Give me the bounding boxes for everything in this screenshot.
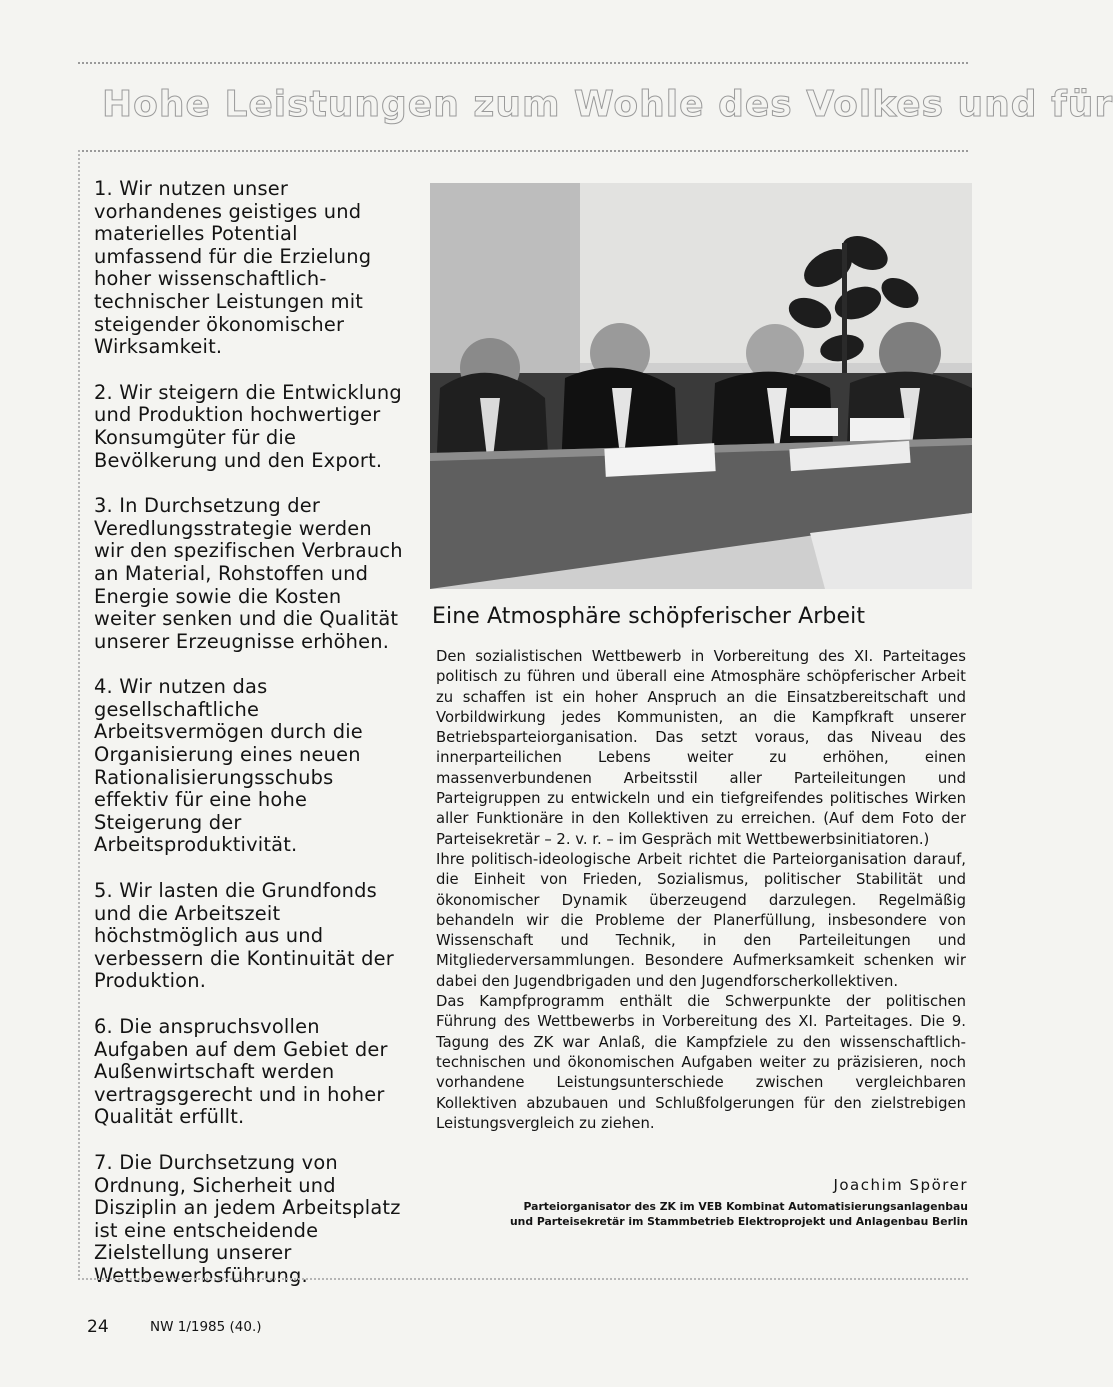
banner-title: Hohe Leistungen zum Wohle des Volkes und für xyxy=(102,84,1113,125)
article-paragraph: Das Kampfprogramm enthält die Schwerpunkte der politischen Führung des Wettbewerbs in Vorbereitung des XI. Parteitages. Die 9. Tagung des ZK war Anlaß, die Kampfziele zu den wissenschaftlich-technischen und ökonomischen Aufgaben weiter zu präzisieren, noch vorhandene Leistungsunterschiede zwischen vergleichbaren Kollektiven abzubauen und Schlußfolgerungen für den zielstrebigen Leistungsvergleich zu ziehen. xyxy=(436,993,966,1132)
goals-list xyxy=(94,178,406,1311)
left-margin-rule xyxy=(78,150,80,1280)
page-number: 24 xyxy=(87,1317,109,1337)
goal-item: 2. Wir steigern die Entwicklung und Produktion hochwertiger Konsumgüter für die Bevölkerung und den Export. xyxy=(94,380,402,472)
affiliation-line: Parteiorganisator des ZK im VEB Kombinat Automatisierungsanlagenbau xyxy=(523,1200,968,1213)
article-body xyxy=(436,647,966,1134)
issue-reference: NW 1/1985 (40.) xyxy=(150,1319,262,1335)
meeting-photo xyxy=(430,183,972,589)
goal-item: 1. Wir nutzen unser vorhandenes geistiges und materielles Potential umfassend für die Erzielung hoher wissenschaftlich-technischer Leistungen mit steigender ökonomischer Wirksamkeit. xyxy=(94,177,372,359)
goal-item: 3. In Durchsetzung der Veredlungsstrategie werden wir den spezifischen Verbrauch an Material, Rohstoffen und Energie sowie die Kosten weiter senken und die Qualität unserer Erzeugnisse erhöhen. xyxy=(94,494,403,653)
goal-item: 5. Wir lasten die Grundfonds und die Arbeitszeit höchstmöglich aus und verbessern die Kontinuität der Produktion. xyxy=(94,879,394,993)
header-banner xyxy=(78,62,1113,152)
article-paragraph: Ihre politisch-ideologische Arbeit richtet die Parteiorganisation darauf, die Einheit von Frieden, Sozialismus, politischer Stabilität und ökonomischer Dynamik überzeugend darzulegen. Regelmäßig behandeln wir die Probleme der Planerfüllung, insbesondere von Wissenschaft und Technik, in den Parteileitungen und Mitgliederversammlungen. Besondere Aufmerksamkeit schenken wir dabei den Jugendbrigaden und den Jugendforscherkollektiven. xyxy=(436,850,966,990)
bottom-rule xyxy=(78,1278,968,1280)
goal-item: 6. Die anspruchsvollen Aufgaben auf dem Gebiet der Außenwirtschaft werden vertragsgerecht und in hoher Qualität erfüllt. xyxy=(94,1015,388,1129)
affiliation-line: und Parteisekretär im Stammbetrieb Elektroprojekt und Anlagenbau Berlin xyxy=(510,1215,968,1228)
goal-item: 7. Die Durchsetzung von Ordnung, Sicherheit und Disziplin an jedem Arbeitsplatz ist eine entscheidende Zielstellung unserer Wettbewerbsführung. xyxy=(94,1150,401,1287)
author-affiliation xyxy=(510,1199,968,1229)
goal-item: 4. Wir nutzen das gesellschaftliche Arbeitsvermögen durch die Organisierung eines neuen Rationalisierungsschubs effektiv für eine hohe Steigerung der Arbeitsproduktivität. xyxy=(94,675,363,857)
article-title: Eine Atmosphäre schöpferischer Arbeit xyxy=(432,604,866,629)
meeting-photo-illustration xyxy=(430,183,972,589)
article-paragraph: Den sozialistischen Wettbewerb in Vorbereitung des XI. Parteitages politisch zu führen und überall eine Atmosphäre schöpferischer Arbeit zu schaffen ist ein hoher Anspruch an die Einsatzbereitschaft und Vorbildwirkung jedes Kommunisten, an die Kampfkraft unserer Betriebsparteiorganisation. Das setzt voraus, das Niveau des innerparteilichen Lebens weiter zu erhöhen, einen massenverbundenen Arbeitsstil aller Parteileitungen und Parteigruppen zu entwickeln und ein tiefgreifendes politisches Wirken aller Funktionäre in den Kollektiven zu erreichen. (Auf dem Foto der Parteisekretär – 2. v. r. – im Gespräch mit Wettbewerbsinitiatoren.) xyxy=(436,648,966,848)
author-name: Joachim Spörer xyxy=(833,1176,968,1194)
